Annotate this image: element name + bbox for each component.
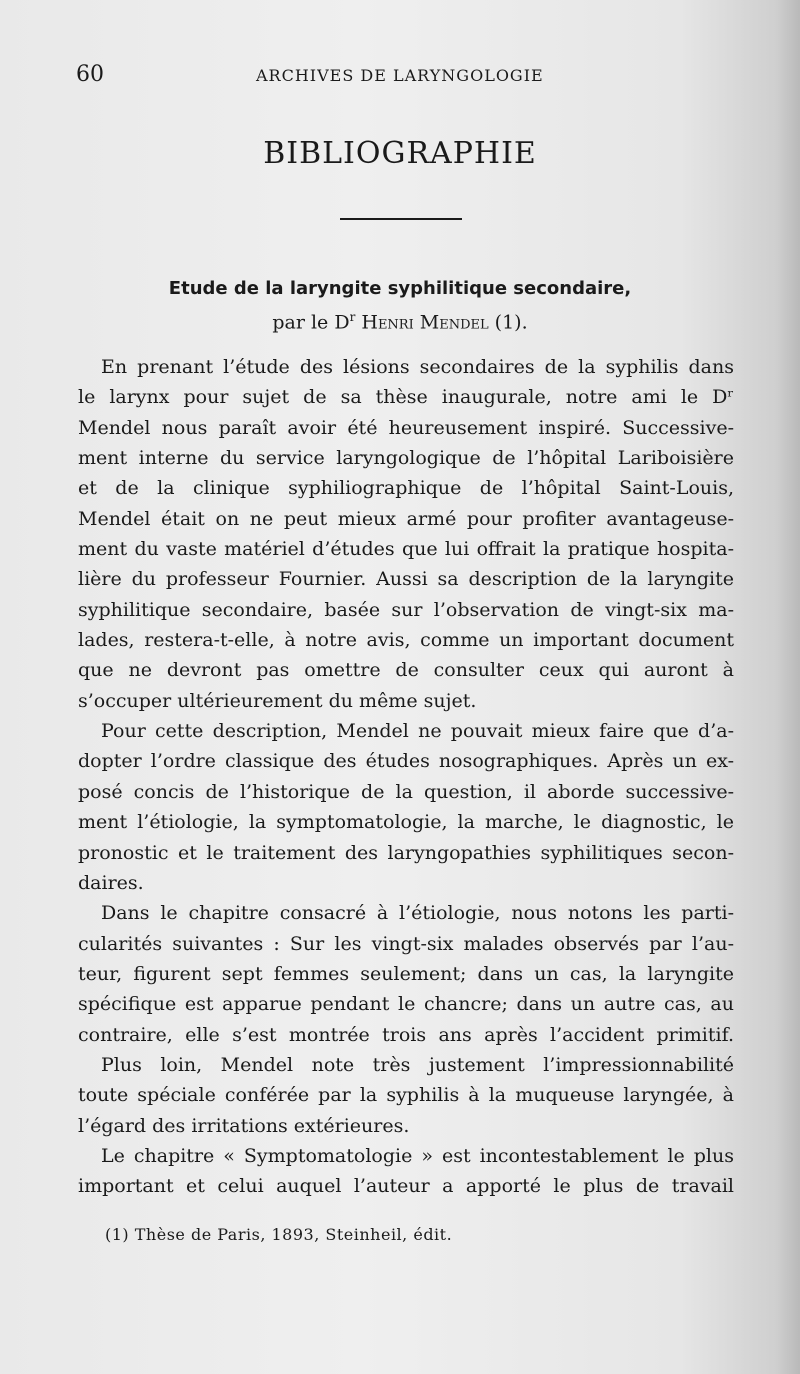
body-line: Le chapitre « Symptomatologie » est incontestablement le plus bbox=[101, 1144, 734, 1167]
title-rule bbox=[340, 218, 462, 220]
body-line: Plus loin, Mendel note très justement l’impressionnabilité bbox=[101, 1053, 734, 1076]
body-line: Mendel était on ne peut mieux armé pour profiter avantageuse- bbox=[78, 507, 734, 530]
body-line: syphilitique secondaire, basée sur l’observation de vingt-six ma- bbox=[78, 598, 734, 621]
body-line: contraire, elle s’est montrée trois ans après l’accident primitif. bbox=[78, 1023, 734, 1046]
section-title: BIBLIOGRAPHIE bbox=[263, 136, 537, 171]
body-line: posé concis de l’historique de la question, il aborde successive- bbox=[78, 780, 734, 803]
body-line: cularités suivantes : Sur les vingt-six malades observés par l’au- bbox=[78, 932, 734, 955]
author-footnote-ref: (1). bbox=[488, 311, 528, 334]
body-line: spécifique est apparue pendant le chancre; dans un autre cas, au bbox=[78, 993, 734, 1016]
body-line: important et celui auquel l’auteur a apporté le plus de travail bbox=[78, 1175, 734, 1198]
author-prefix: par le D bbox=[272, 311, 350, 334]
body-line: ment du vaste matériel d’études que lui offrait la pratique hospita- bbox=[78, 538, 734, 561]
body-line: s’occuper ultérieurement du même sujet. bbox=[78, 689, 477, 712]
author-prefix-sup: r bbox=[349, 310, 356, 324]
body-line: que ne devront pas omettre de consulter ceux qui auront à bbox=[78, 659, 734, 682]
body-line: dopter l’ordre classique des études nosographiques. Après un ex- bbox=[78, 750, 734, 773]
body-line: ment interne du service laryngologique de l’hôpital Lariboisière bbox=[78, 447, 734, 470]
running-head bbox=[70, 60, 730, 90]
page-number: 60 bbox=[76, 62, 104, 87]
body-line: teur, figurent sept femmes seulement; dans un cas, la laryngite bbox=[78, 962, 734, 985]
body-line: lades, restera-t-elle, à notre avis, comme un important document bbox=[78, 629, 734, 652]
body-line: toute spéciale conférée par la syphilis à la muqueuse laryngée, à bbox=[78, 1084, 734, 1107]
body-line: l’égard des irritations extérieures. bbox=[78, 1114, 410, 1137]
body-line: le larynx pour sujet de sa thèse inaugurale, notre ami le Dʳ bbox=[78, 386, 734, 409]
article-title: Etude de la laryngite syphilitique secondaire, bbox=[168, 278, 632, 299]
body-line: et de la clinique syphiliographique de l’hôpital Saint-Louis, bbox=[78, 477, 734, 500]
body-line: lière du professeur Fournier. Aussi sa description de la laryngite bbox=[78, 568, 734, 591]
body-line: Mendel nous paraît avoir été heureusement inspiré. Successive- bbox=[78, 416, 734, 439]
author-name: Henri Mendel bbox=[361, 311, 489, 334]
journal-title: ARCHIVES DE LARYNGOLOGIE bbox=[256, 66, 544, 85]
body-line: Dans le chapitre consacré à l’étiologie, nous notons les parti- bbox=[101, 902, 734, 925]
body-line: En prenant l’étude des lésions secondaires de la syphilis dans bbox=[101, 356, 734, 378]
body-line: Pour cette description, Mendel ne pouvait mieux faire que d’a- bbox=[101, 720, 734, 743]
body-line: ment l’étiologie, la symptomatologie, la marche, le diagnostic, le bbox=[78, 811, 734, 834]
body-line: pronostic et le traitement des laryngopathies syphilitiques secon- bbox=[78, 841, 734, 864]
article-body bbox=[78, 352, 734, 1202]
footnote: (1) Thèse de Paris, 1893, Steinheil, édit. bbox=[105, 1225, 453, 1244]
body-line: daires. bbox=[78, 871, 144, 894]
article-author bbox=[0, 310, 800, 333]
